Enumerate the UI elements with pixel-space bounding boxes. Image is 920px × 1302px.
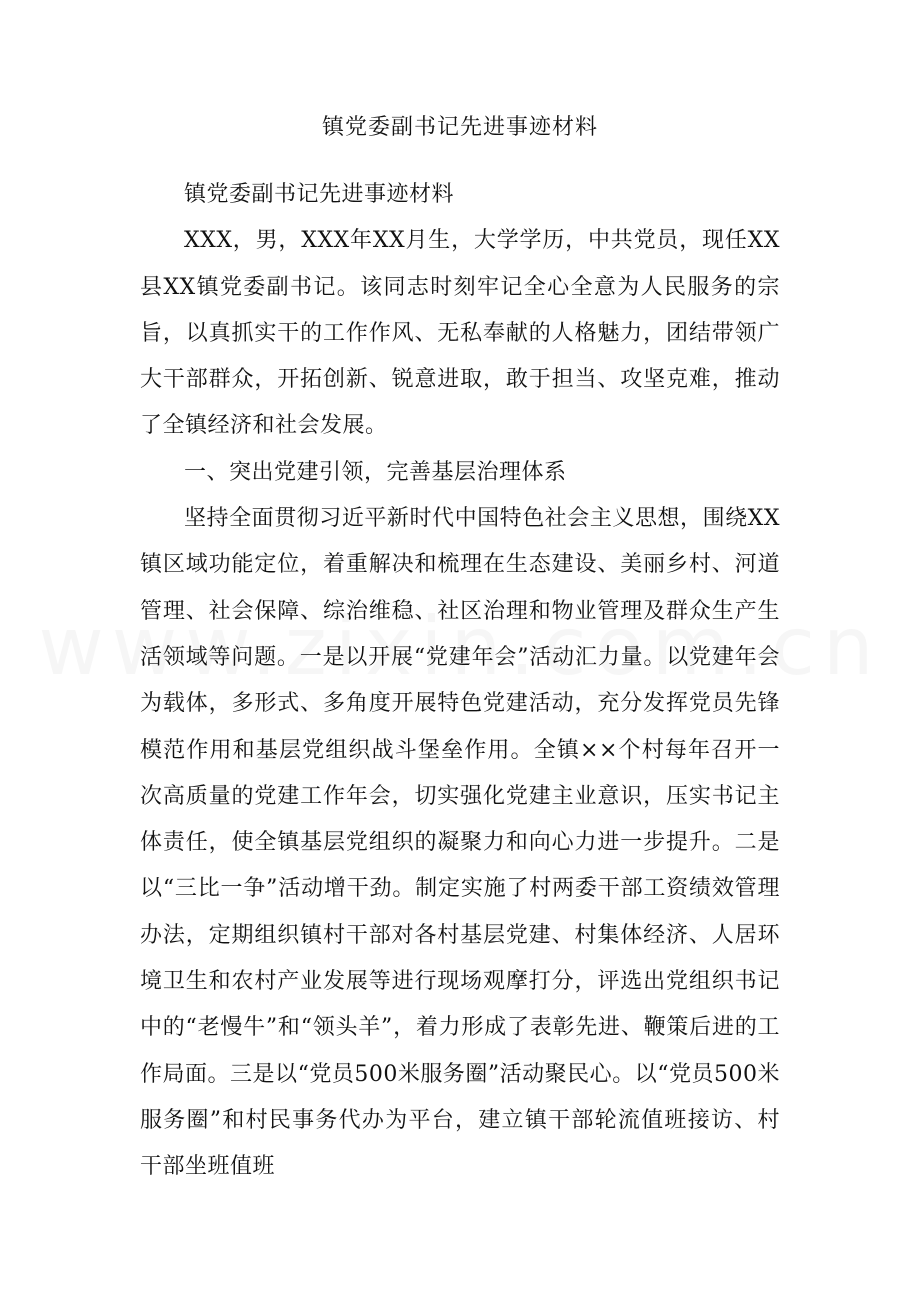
document-body [140, 172, 780, 1191]
body-paragraph: 坚持全面贯彻习近平新时代中国特色社会主义思想，围绕XX镇区域功能定位，着重解决和梳理在生态建设、美丽乡村、河道管理、社会保障、综治维稳、社区治理和物业管理及群众生产生活领域等问题。一是以开展“党建年会”活动汇力量。以党建年会为载体，多形式、多角度开展特色党建活动，充分发挥党员先锋模范作用和基层党组织战斗堡垒作用。全镇××个村每年召开一次高质量的党建工作年会，切实强化党建主业意识，压实书记主体责任，使全镇基层党组织的凝聚力和向心力进一步提升。二是以“三比一争”活动增干劲。制定实施了村两委干部工资绩效管理办法，定期组织镇村干部对各村基层党建、村集体经济、人居环境卫生和农村产业发展等进行现场观摩打分，评选出党组织书记中的“老慢牛”和“领头羊”，着力形成了表彰先进、鞭策后进的工作局面。三是以“党员500米服务圈”活动聚民心。以“党员500米服务圈”和村民事务代办为平台，建立镇干部轮流值班接访、村干部坐班值班 [140, 506, 780, 1180]
subtitle-paragraph: 镇党委副书记先进事迹材料 [184, 182, 455, 207]
document-title: 镇党委副书记先进事迹材料 [321, 115, 598, 140]
section-heading: 一、突出党建引领，完善基层治理体系 [184, 459, 567, 485]
intro-paragraph: XXX，男，XXX年XX月生，大学学历，中共党员，现任XX县XX镇党委副书记。该同志时刻牢记全心全意为人民服务的宗旨，以真抓实干的工作作风、无私奉献的人格魅力，团结带领广大干部群众，开拓创新、锐意进取，敢于担当、攻坚克难，推动了全镇经济和社会发展。 [140, 228, 780, 439]
